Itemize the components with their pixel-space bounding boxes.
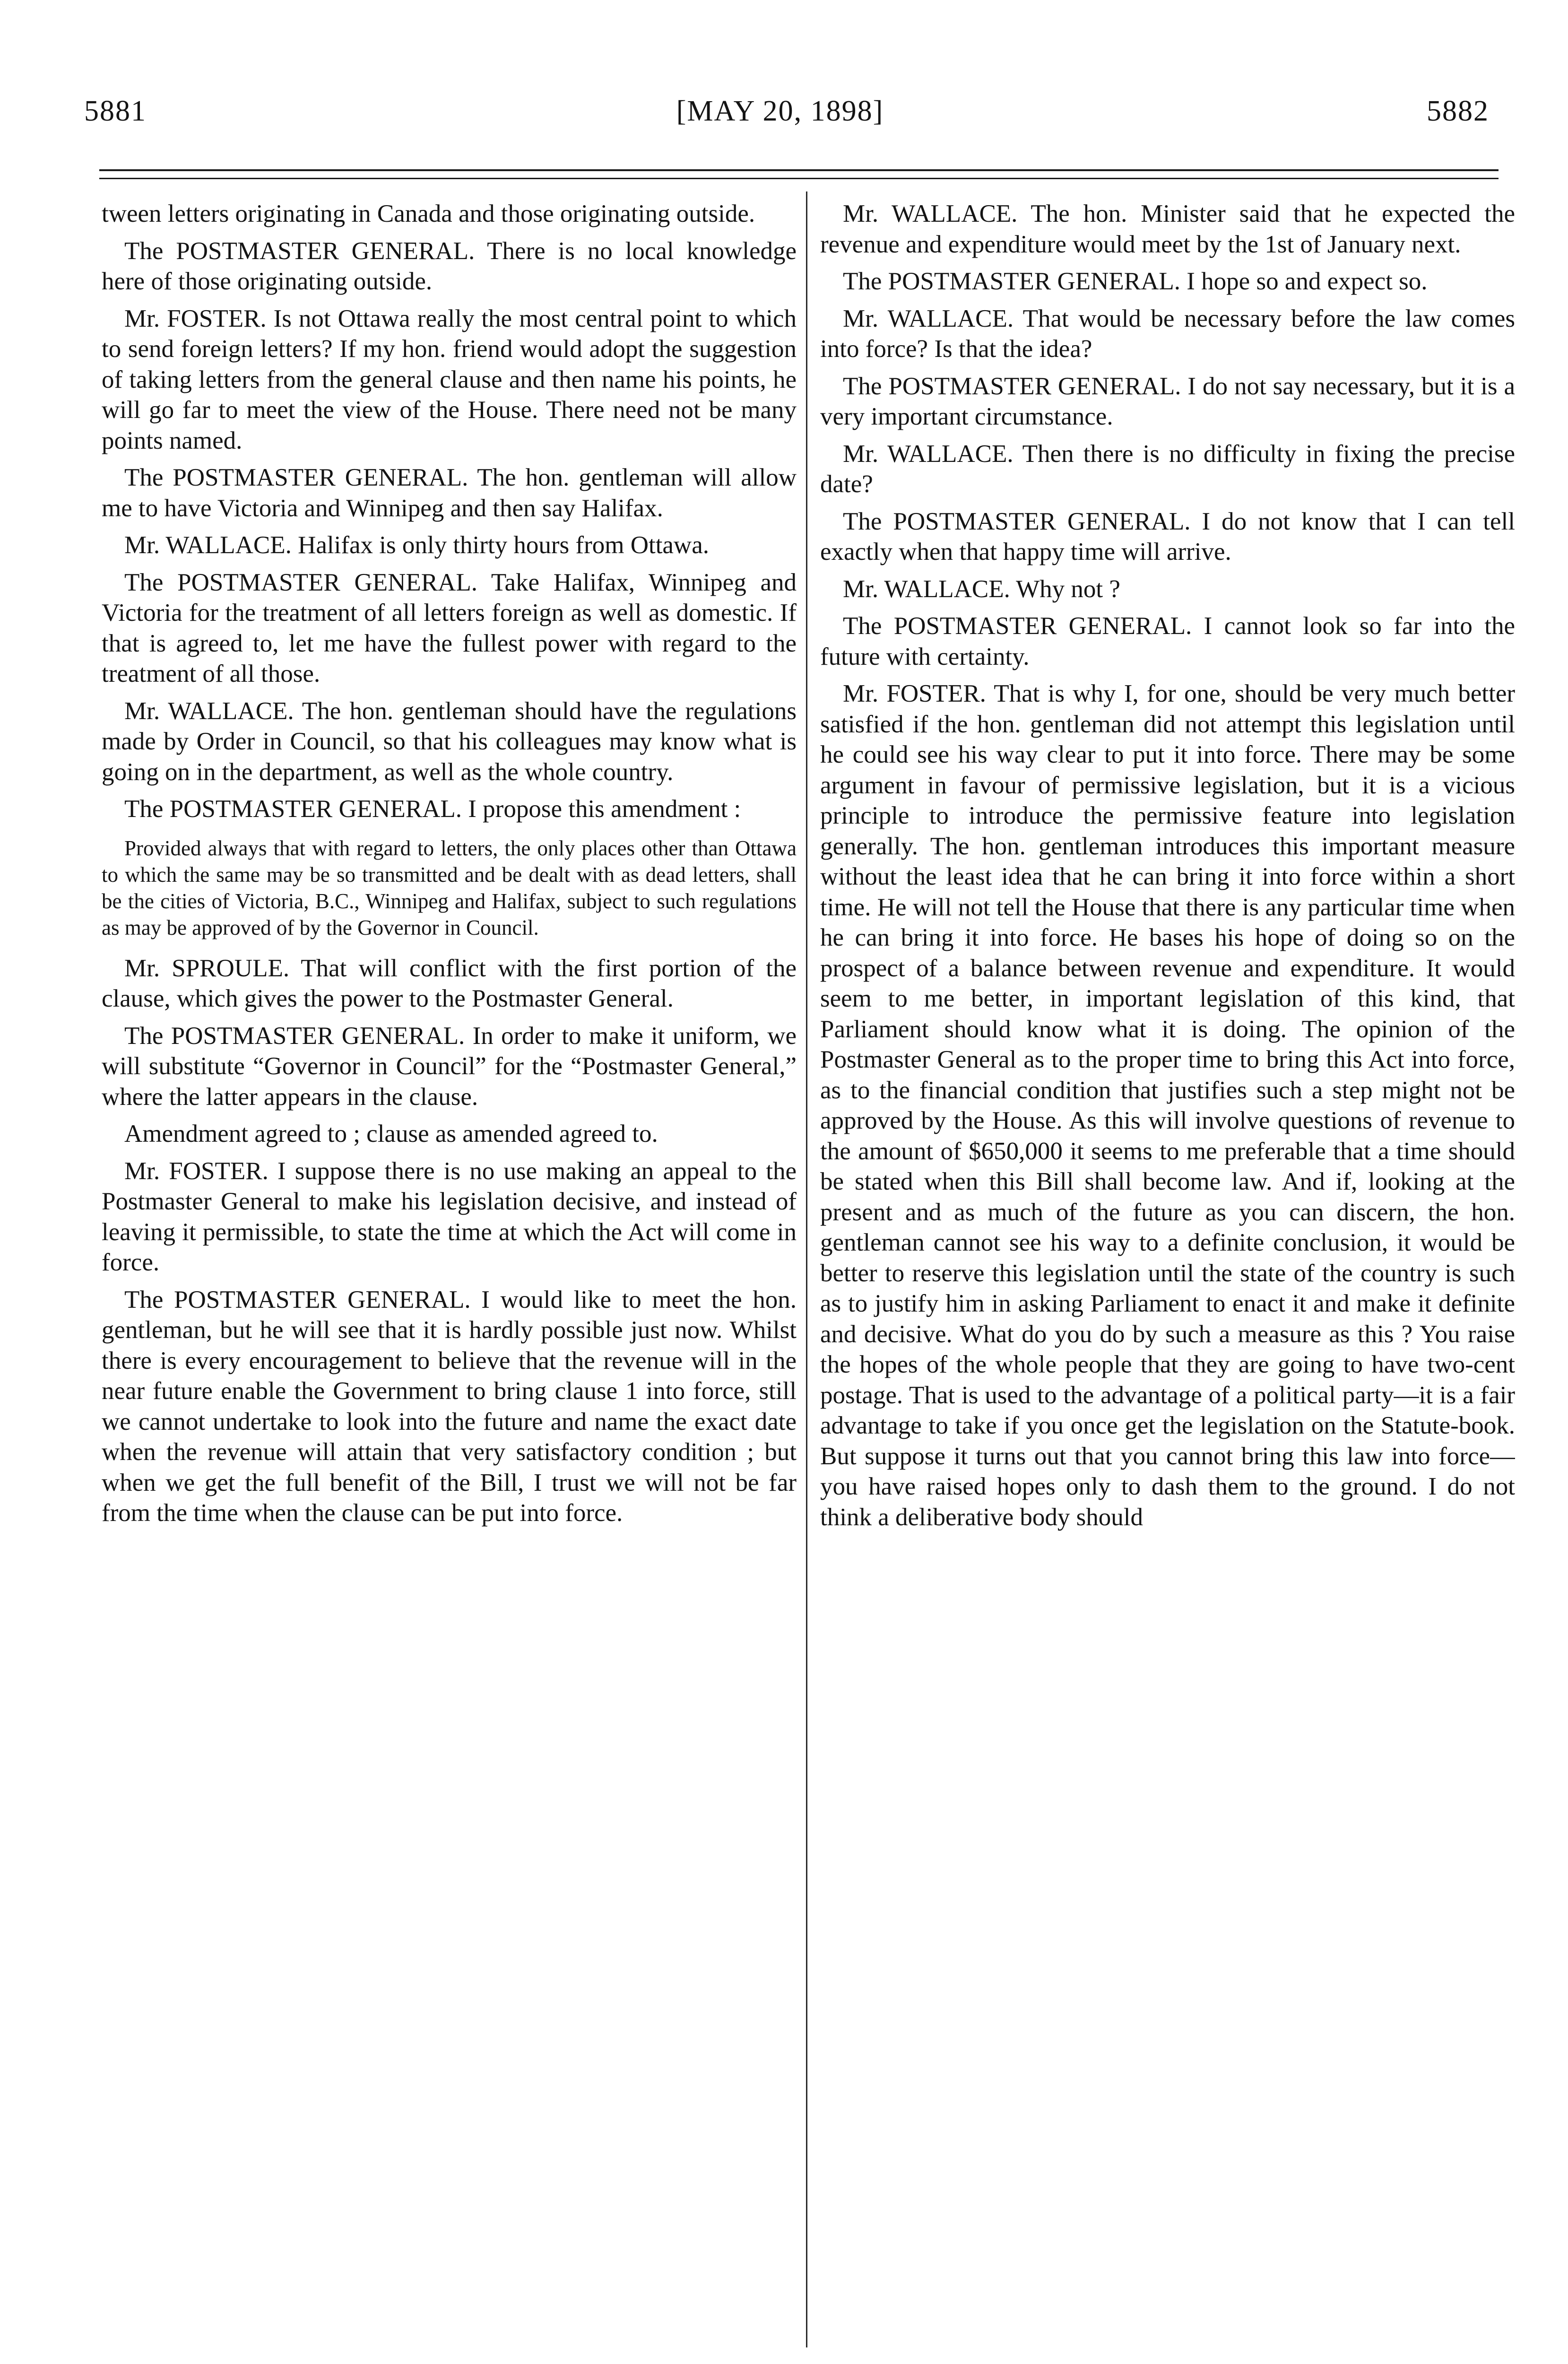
paragraph: The POSTMASTER GENERAL. Take Halifax, Winnipeg and Victoria for the treatment of all letters foreign as well as domestic. If that is agreed to, let me have the fullest power with regard to the treatment of all those. — [102, 568, 797, 687]
left-column — [102, 199, 797, 2331]
paragraph: Mr. FOSTER. Is not Ottawa really the most central point to which to send foreign letters? If my hon. friend would adopt the suggestion of taking letters from the general clause and then name his points, he will go far to meet the view of the House. There need not be many points named. — [102, 304, 797, 454]
paragraph: Mr. WALLACE. Then there is no difficulty in fixing the precise date? — [820, 440, 1515, 498]
paragraph: The POSTMASTER GENERAL. I propose this amendment : — [124, 795, 741, 823]
paragraph: Mr. WALLACE. The hon. Minister said that he expected the revenue and expenditure would meet by the 1st of January next. — [820, 200, 1515, 258]
paragraph: Mr. FOSTER. I suppose there is no use making an appeal to the Postmaster General to make his legislation decisive, and instead of leaving it permissible, to state the time at which the Act will come in force. — [102, 1157, 797, 1276]
paragraph: The POSTMASTER GENERAL. I hope so and expect so. — [843, 268, 1428, 295]
paragraph: Mr. FOSTER. That is why I, for one, should be very much better satisfied if the hon. gentleman did not attempt this legislation until he could see his way clear to put it into force. There may be some argument in favour of permissive legislation, but it is a vicious principle to introduce the permissive feature into legislation generally. The hon. gentleman introduces this important measure without the least idea that he can bring it into force within a short time. He will not tell the House that there is any particular time when he can bring it into force. He bases his hope of doing so on the prospect of a balance between revenue and expenditure. It would seem to me better, in important legislation of this kind, that Parliament should know what it is doing. The opinion of the Postmaster General as to the proper time to bring this Act into force, as to the financial condition that justifies such a step might not be approved by the House. As this will involve questions of revenue to the amount of $650,000 it seems to me preferable that a time should be stated when this Bill shall become law. And if, looking at the present and as much of the future as you can discern, the hon. gentleman cannot see his way to a definite conclusion, it would be better to reserve this legislation until the state of the country is such as to justify him in asking Parliament to enact it and make it definite and decisive. What do you do by such a measure as this ? You raise the hopes of the whole people that they are going to have two-cent postage. That is used to the advantage of a political party—it is a fair advantage to take if you once get the legislation on the Statute-book. But suppose it turns out that you cannot bring this law into force—you have raised hopes only to dash them to the ground. I do not think a deliberative body should — [820, 680, 1515, 1531]
paragraph: The POSTMASTER GENERAL. There is no local knowledge here of those originating outside. — [102, 237, 797, 295]
paragraph: The POSTMASTER GENERAL. I would like to meet the hon. gentleman, but he will see that it is hardly possible just now. Whilst there is every encouragement to believe that the revenue will in the near future enable the Government to bring clause 1 into force, still we cannot undertake to look into the future and name the exact date when the revenue will attain that very satisfactory condition ; but when we get the full benefit of the Bill, I trust we will not be far from the time when the clause can be put into force. — [102, 1286, 797, 1527]
paragraph: Mr. WALLACE. The hon. gentleman should have the regulations made by Order in Council, so that his colleagues may know what is going on in the department, as well as the whole country. — [102, 697, 797, 786]
amendment-quote: Provided always that with regard to letters, the only places other than Ottawa to which the same may be so transmitted and be dealt with as dead letters, shall be the cities of Victoria, B.C., Winnipeg and Halifax, subject to such regulations as may be approved of by the Governor in Council. — [102, 836, 797, 939]
right-column — [820, 199, 1515, 2331]
paragraph: The POSTMASTER GENERAL. In order to make it uniform, we will substitute “Governor in Council” for the “Postmaster General,” where the latter appears in the clause. — [102, 1022, 797, 1111]
page-header — [71, 95, 1489, 142]
paragraph: Amendment agreed to ; clause as amended agreed to. — [124, 1120, 658, 1147]
paragraph: The POSTMASTER GENERAL. I do not say necessary, but it is a very important circumstance. — [820, 372, 1515, 430]
paragraph: The POSTMASTER GENERAL. The hon. gentleman will allow me to have Victoria and Winnipeg and then say Halifax. — [102, 464, 797, 522]
paragraph: Mr. WALLACE. That would be necessary before the law comes into force? Is that the idea? — [820, 304, 1515, 363]
paragraph: Mr. SPROULE. That will conflict with the first portion of the clause, which gives the power to the Postmaster General. — [102, 954, 797, 1012]
paragraph: The POSTMASTER GENERAL. I do not know that I can tell exactly when that happy time will arrive. — [820, 507, 1515, 565]
paragraph: tween letters originating in Canada and those originating outside. — [102, 200, 755, 227]
paragraph: Mr. WALLACE. Halifax is only thirty hours from Ottawa. — [124, 531, 709, 559]
paragraph: The POSTMASTER GENERAL. I cannot look so far into the future with certainty. — [820, 612, 1515, 670]
page-date: [MAY 20, 1898] — [676, 95, 884, 127]
right-page-number: 5882 — [1427, 95, 1489, 127]
paragraph: Mr. WALLACE. Why not ? — [843, 575, 1120, 603]
left-page-number: 5881 — [84, 95, 147, 127]
header-rule-top — [99, 169, 1499, 171]
column-divider — [806, 191, 807, 2347]
header-rule-bottom — [99, 178, 1499, 179]
